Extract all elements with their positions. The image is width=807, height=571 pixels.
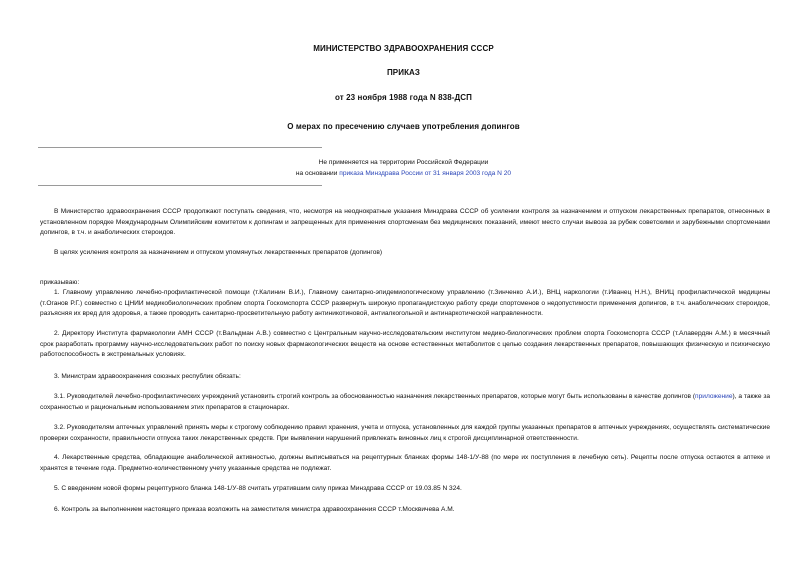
- applicability-note-line1: Не применяется на территории Российской Федерации: [318, 159, 489, 166]
- paragraph-item-3-1: [40, 392, 770, 413]
- paragraph-purpose: В целях усиления контроля за назначением и отпуском упомянутых лекарственных препаратов (допингов): [54, 249, 383, 256]
- applicability-note-line2: [0, 168, 807, 179]
- cancellation-order-link[interactable]: приказа Минздрава России от 31 января 2003 года N 20: [339, 170, 512, 177]
- document-type: ПРИКАЗ: [386, 68, 421, 77]
- note-prefix: на основании: [295, 170, 340, 177]
- paragraph-item-3-2: 3.2. Руководителям аптечных управлений принять меры к строгому соблюдению правил хранения, учета и отпуска, установленных для каждой группы указанных препаратов в аптечных учреждениях, осуществлять систематические проверки сохранности, правильности отпуска таких лекарственных средств. При выявлении нарушений привлекать виновных лиц к строгой дисциплинарной ответственности.: [40, 424, 770, 442]
- appendix-link[interactable]: приложение: [695, 393, 733, 400]
- paragraph-item-2: 2. Директору Института фармакологии АМН СССР (т.Вальдман А.В.) совместно с Центральным научно-исследовательским институтом медико-биологических проблем спорта Госкомспорта СССР (т.Алавердян А.М.) в месячный срок разработать программу научно-исследовательских работ по поиску новых фармакологических веществ на основе естественных метаболитов с целью создания лекарственных препаратов, повышающих физическую и психическую работоспособность в экстремальных условиях.: [40, 330, 770, 359]
- note-top-divider: [38, 147, 322, 148]
- document-date-number: от 23 ноября 1988 года N 838-ДСП: [334, 93, 473, 102]
- item-3-1-text-before: 3.1. Руководителей лечебно-профилактических учреждений установить строгий контроль за обоснованностью назначения лекарственных препаратов, которые могут быть использованы в качестве допингов (: [54, 393, 696, 400]
- paragraph-item-6: 6. Контроль за выполнением настоящего приказа возложить на заместителя министра здравоохранения СССР т.Москвичева А.М.: [54, 506, 455, 513]
- paragraph-item-5: 5. С введением новой формы рецептурного бланка 148-1/У-88 считать утратившим силу приказ Минздрава СССР от 19.03.85 N 324.: [54, 485, 462, 492]
- note-bottom-divider: [38, 185, 322, 186]
- paragraph-order-word: приказываю:: [40, 279, 80, 286]
- paragraph-item-1: 1. Главному управлению лечебно-профилактической помощи (т.Калинин В.И.), Главному санитарно-эпидемиологическому управлению (т.Зинченко А.И.), ВНЦ наркологии (т.Иванец Н.Н.), ВНИЦ профилактической медицины (т.Оганов Р.Г.) совместно с ЦНИИ медикобиологических проблем спорта Госкомспорта СССР развернуть широкую пропагандистскую работу среди спортсменов о недопустимости применения допингов, в т.ч. анаболических стероидов, разъясняя их вред для здоровья, а также проводить санитарно-просветительную работу антиникотиновой, антиалкогольной и антинаркотической направленности.: [40, 289, 770, 318]
- document-subject: О мерах по пресечению случаев употребления допингов: [287, 122, 520, 131]
- paragraph-preamble: В Министерство здравоохранения СССР продолжают поступать сведения, что, несмотря на неоднократные указания Минздрава СССР об усилении контроля за назначением и отпуском лекарственных препаратов, отнесенных в установленном порядке Международным Олимпийским комитетом к допингам и запрещенных для применения спортсменам без медицинских показаний, имеют место случаи вывоза за рубеж советскими и зарубежными спортсменами допингов, в т.ч. и анаболических стероидов.: [40, 208, 770, 237]
- paragraph-item-4: 4. Лекарственные средства, обладающие анаболической активностью, должны выписываться на рецептурных бланках формы 148-1/У-88 (по мере их поступления в лечебную сеть). Рецепты после отпуска остаются в аптеке и хранятся в течение года. Предметно-количественному учету указанные средства не подлежат.: [40, 454, 770, 472]
- paragraph-item-3: 3. Министрам здравоохранения союзных республик обязать:: [54, 373, 241, 380]
- item-3-1-text-after: ), а также за сохранностью и рациональным использованием этих препаратов в стационарах.: [40, 393, 771, 411]
- ministry-title: МИНИСТЕРСТВО ЗДРАВООХРАНЕНИЯ СССР: [313, 44, 494, 53]
